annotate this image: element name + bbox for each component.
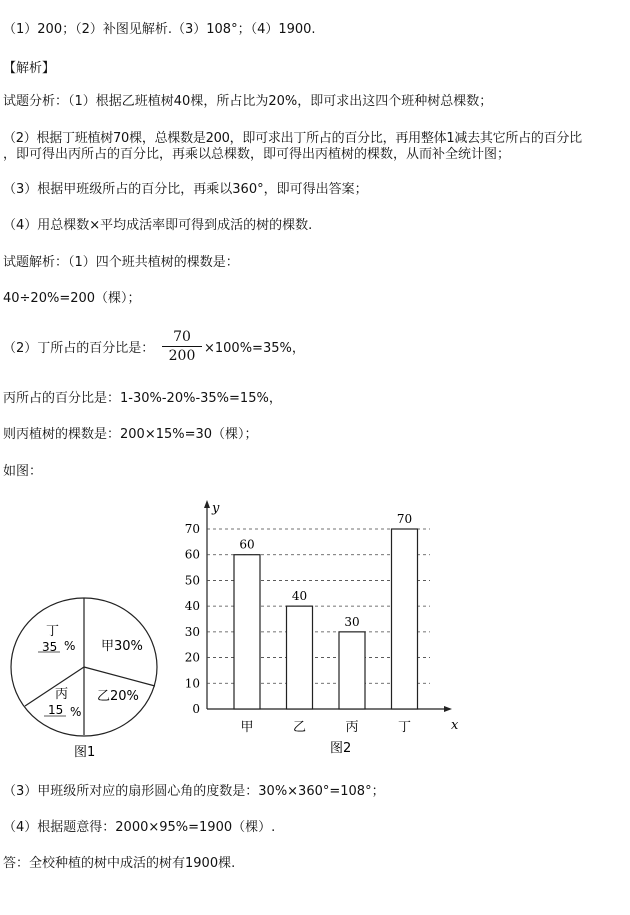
bar-value-label: 70 [396, 512, 413, 526]
figure-intro: 如图： [3, 464, 43, 479]
y-tick-label: 60 [184, 547, 200, 562]
solution-step-2-label: （2）丁所占的百分比是： [3, 341, 155, 356]
y-axis-arrow [204, 500, 210, 508]
pie-label-jia: 甲30% [101, 639, 143, 654]
y-tick-label: 20 [184, 650, 200, 665]
y-tick-label: 40 [184, 599, 200, 614]
pie-divider-jia-yi [84, 667, 155, 686]
bar-chart [185, 500, 459, 756]
bar-value-label: 60 [239, 537, 255, 552]
solution-step-2-result: ×100%=35%， [204, 341, 305, 356]
pie-label-bing-name: 丙 [55, 687, 69, 702]
bar-value-label: 40 [291, 589, 308, 604]
solution-step-1: 试题解析：（1）四个班共植树的棵数是： [3, 255, 239, 270]
fraction-numerator: 70 [162, 328, 202, 347]
analysis-step-3: （3）根据甲班级所占的百分比，再乘以360°，即可得出答案； [3, 182, 368, 197]
solution-step-2-bing: 丙所占的百分比是：1-30%-20%-35%=15%， [3, 391, 282, 406]
y-tick-label: 30 [184, 624, 200, 639]
pie-label-yi: 乙20% [97, 689, 139, 704]
analysis-step-4: （4）用总棵数×平均成活率即可得到成活的树的棵数. [3, 218, 313, 233]
solution-step-2-count: 则丙植树的棵数是：200×15%=30（棵）； [3, 427, 258, 442]
figures-svg [0, 490, 630, 790]
answer-line: （1）200；（2）补图见解析.（3）108°；（4）1900. [3, 22, 316, 37]
solution-step-1-calc: 40÷20%=200（棵）； [3, 291, 141, 306]
y-tick-label: 10 [184, 676, 200, 691]
solution-step-3: （3）甲班级所对应的扇形圆心角的度数是：30%×360°=108°； [3, 784, 385, 799]
y-axis-label: y [212, 501, 220, 516]
final-answer: 答：全校种植的树中成活的树有1900棵. [3, 856, 236, 871]
pie-label-ding-pct: % [64, 639, 76, 653]
x-axis-label: x [451, 718, 459, 733]
bar [234, 555, 260, 709]
y-tick-label: 0 [192, 702, 200, 716]
pie-label-ding-name: 丁 [46, 624, 60, 639]
pie-label-ding-value: 35 [42, 640, 58, 654]
bar-value-label: 30 [344, 614, 360, 629]
pie-label-bing-pct: % [70, 705, 82, 719]
y-tick-label: 70 [184, 522, 200, 536]
bar-caption: 图2 [330, 741, 352, 756]
pie-chart [11, 598, 157, 760]
x-category-label: 丁 [397, 720, 412, 735]
solution-step-4: （4）根据题意得：2000×95%=1900（棵）. [3, 820, 276, 835]
bar [339, 632, 365, 709]
pie-label-bing-value: 15 [48, 703, 64, 717]
bar [287, 606, 313, 709]
y-tick-label: 50 [184, 573, 200, 588]
analysis-heading: 【解析】 [3, 61, 56, 76]
analysis-step-2a: （2）根据丁班植树70棵，总棵数是200，即可求出丁所占的百分比，再用整体1减去其它所占的百分比 [3, 131, 582, 146]
pie-caption: 图1 [74, 745, 96, 760]
x-axis-arrow [444, 706, 452, 712]
fraction-denominator: 200 [168, 348, 196, 364]
x-category-label: 丙 [345, 720, 359, 735]
x-category-label: 甲 [240, 720, 254, 735]
analysis-step-1: 试题分析：（1）根据乙班植树40棵，所占比为20%，即可求出这四个班种树总棵数； [3, 94, 493, 109]
bar [392, 529, 418, 709]
fraction [162, 328, 202, 365]
analysis-step-2b: ，即可得出丙所占的百分比，再乘以总棵数，即可得出丙植树的棵数，从而补全统计图； [3, 147, 511, 162]
x-category-label: 乙 [292, 720, 307, 735]
